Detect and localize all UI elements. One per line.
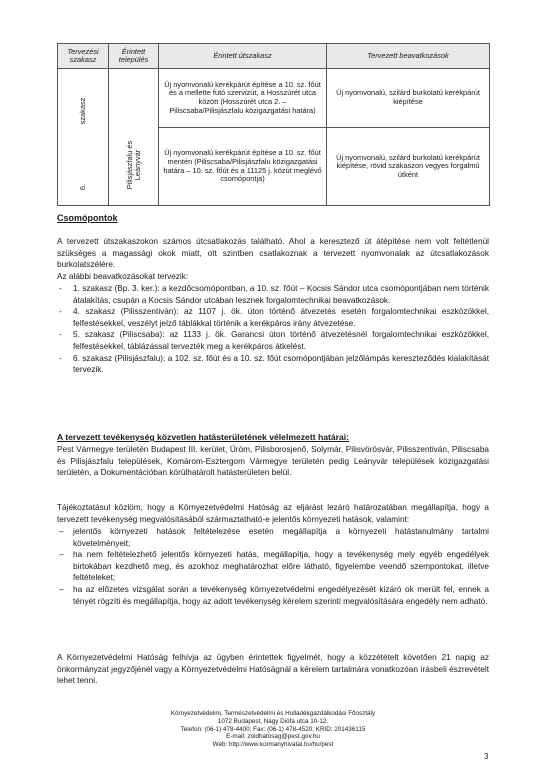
nodes-heading: Csomópontok [57,213,118,223]
settlement-name: Pilisjászfalu és Leányvár [124,140,142,190]
footer-office: Környezetvédelmi, Természetvédelmi és Hulladékgazdálkodási Főosztály [170,710,376,717]
section-number: 6. [78,183,87,191]
notice-intro: Tájékoztatásul közlöm, hogy a Környezetvédelmi Hatóság az eljárást lezáró határozatában megállapítja, hogy a tervezett tevékenység megvalósításából származtatható-e jelentős környezeti hatások, valamint: [57,503,489,524]
footer-address: 1072 Budapest, Nagy Diófa utca 10-12. [217,717,329,725]
list-item: - 5. szakasz (Piliscsaba): az 1133 j. ök. Garancsi úton történő átvezetésnél forgalomtechnikai eszközökkel, felfestésekkel, táblázással tervezték meg a kerékpáros átkelést. [59,330,489,351]
list-item: - 4. szakasz (Pilisszentiván): az 1107 j. ök. úton történő átvezetés esetén forgalomtechnikai eszközökkel, felfestésekkel, veszélyt jelző táblákkal történik a kerékpáros irány átvezetése. [59,307,489,328]
notice-closing: A Környezetvédelmi Hatóság felhívja az ügyben érintettek figyelmét, hogy a közzétételt követően 21 napig az önkormányzat jegyzőjénél vagy a Környezetvédelmi Hatóságnál a kérelem tartalmára vonatkozóan írásbeli észrevételt lehet tenni. [57,653,489,686]
nodes-intro: A tervezett útszakaszokon számos útcsatlakozás található. Ahol a keresztező út átépítése nem volt feltétlenül szükséges a magassági okok miatt, ott szintben csatlakoznak a tervezett nyomvonalak az útcsatlakozások burkolatszélére. [57,237,489,270]
segment-cell-2: Új nyomvonalú kerékpárút építése a 10. sz. főút mentén (Piliscsaba/Pilisjászfalu közigazgatási határa – 10. sz. főút és a 11125 j. közút meglévő csomópontja) [159,128,327,206]
impact-text: Pest Vármegye területén Budapest III. kerület, Üröm, Pilisborosjenő, Solymár, Pilisvörösvár, Pilisszentiván, Piliscsaba és Pilisjászfalu települések, Komárom-Esztergom Vármegye területén pedig Leányvár települések közigazgatási területén, a Dokumentációban körülhatárolt hatásterületen belül. [57,445,489,478]
page-number: 3 [484,752,489,761]
nodes-lead: Az alábbi beavatkozásokat tervezik: [57,272,189,281]
nodes-list [57,283,489,376]
header-interventions: Tervezett beavatkozások [327,44,490,69]
header-section: Tervezési szakasz [58,44,109,69]
section-cell [58,69,109,206]
footer-web: Web: http://www.kormanyhivatal.hu/hu/pest [212,741,334,749]
section-label: szakasz [78,97,87,125]
table-row [58,69,490,128]
impact-heading: A tervezett tevékenység közvetlen hatásterületének vélelmezett határai: [57,432,349,442]
table-header-row [58,44,490,69]
list-item: – jelentős környezeti hatások feltételezése esetén megállapítja a környezeti hatástanulmány tartalmi követelményeit; [59,527,489,548]
footer-phone: Telefon: (06-1) 478-4400; Fax: (06-1) 478-4520; KRID: 201436115 [180,725,366,733]
list-item: – ha az előzetes vizsgálat során a tevékenység környezetvédelmi engedélyezését kizáró ok merült fel, ennek a tényét rögzíti és megállapítja, hogy az adott tevékenység kérelem szerinti megvalósítására engedély nem adható. [59,584,489,606]
footer [57,710,489,749]
intervention-cell-1: Új nyomvonalú, szilárd burkolatú kerékpárút kiépítése [327,69,490,128]
header-segment: Érintett útszakasz [159,44,327,69]
sections-table [57,43,490,206]
footer-email: E-mail: zoldhatosag@pest.gov.hu [226,733,320,741]
segment-cell-1: Új nyomvonalú kerékpárút építése a 10. sz. főút és a mellette futó szervizút, a Hosszúrét utca között (Hosszúrét utca 2. – Piliscsaba/Pilisjászfalu közigazgatási határa) [159,69,327,128]
list-item: – ha nem feltételezhető jelentős környezeti hatás, megállapítja, hogy a tevékenység mely egyéb engedélyek birtokában kezdhető meg, és azokhoz meghatározhat előre látható, figyelembe veendő szempontokat, illetve feltételeket; [59,550,489,583]
notice-list [57,526,489,607]
list-item: - 6. szakasz (Pilisjászfalu): a 102. sz. főút és a 10. sz. főút csomópontjában jelzőlámpás kereszteződés kialakítását tervezik. [59,353,489,375]
list-item: - 1. szakasz (Bp. 3. ker.): a kezdőcsomópontban, a 10. sz. főút – Kocsis Sándor utca csomópontjában nem történik átalakítás, csupán a Kocsis Sándor utcában lesznek forgalomtechnikai beavatkozások. [59,284,489,305]
intervention-cell-2: Új nyomvonalú, szilárd burkolatú kerékpárút kiépítése, rövid szakaszon vegyes forgalmú útként [327,128,490,206]
header-settlement: Érintett település [109,44,159,69]
settlement-cell [109,69,159,206]
